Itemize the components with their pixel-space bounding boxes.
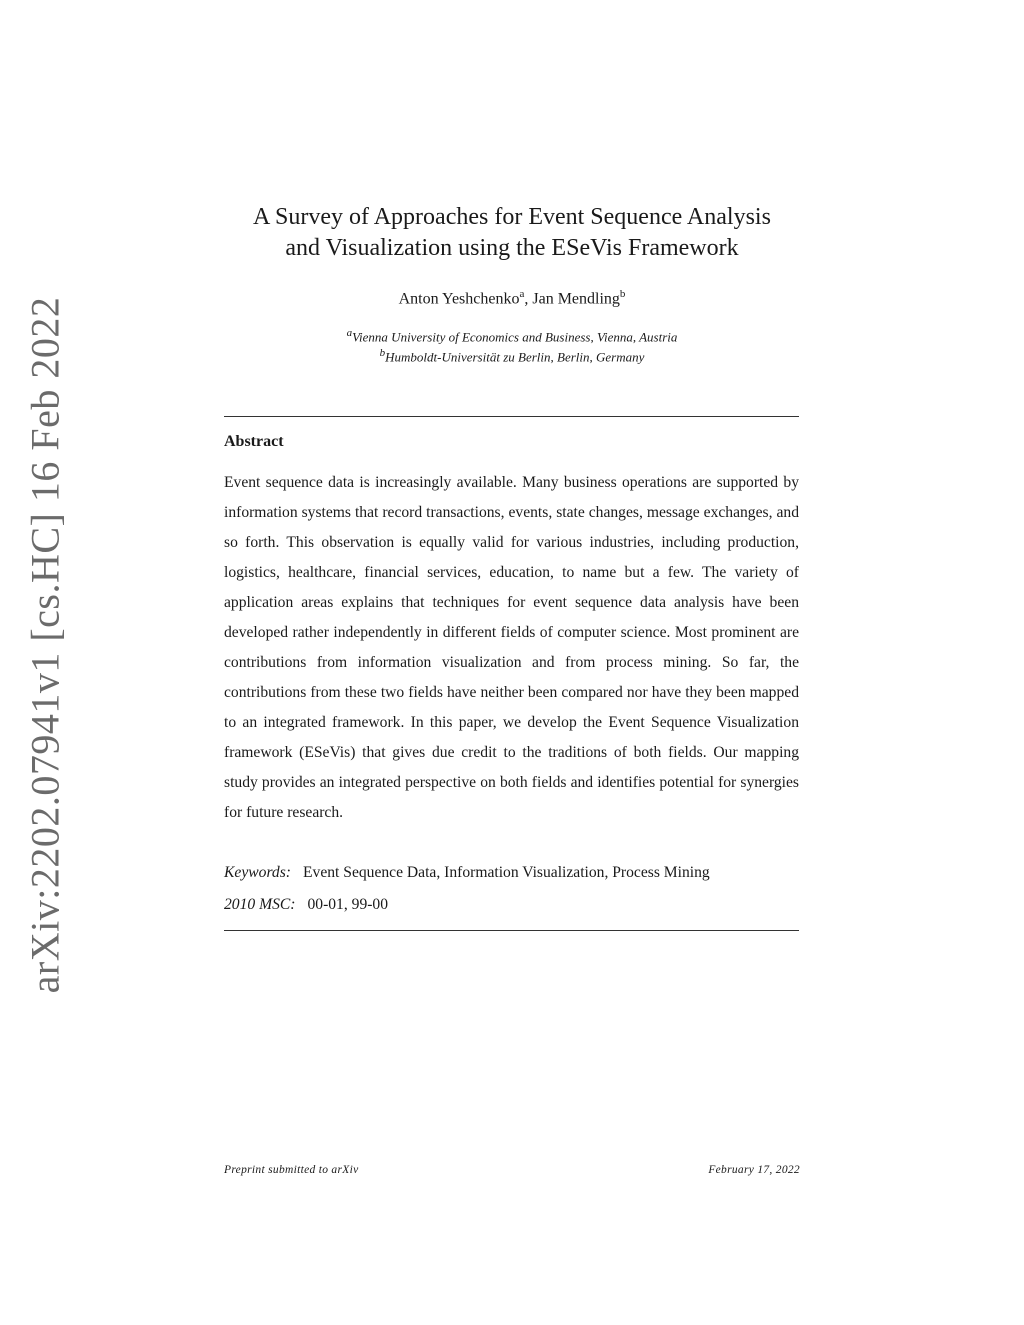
author-mark-2: b [619, 288, 626, 300]
title-line-1: A Survey of Approaches for Event Sequence Analysis [253, 204, 771, 230]
msc-label: 2010 MSC: [224, 896, 296, 913]
affiliation-mark-2: b [379, 347, 386, 360]
affiliation-list [120, 325, 904, 366]
keywords-value: Event Sequence Data, Information Visualization, Process Mining [303, 864, 710, 881]
abstract-bottom-rule [224, 930, 799, 931]
abstract-top-rule [224, 416, 799, 417]
arxiv-side-stamp: arXiv:2202.07941v1 [cs.HC] 16 Feb 2022 [22, 296, 68, 994]
abstract-heading: Abstract [224, 433, 284, 450]
title-line-2: and Visualization using the ESeVis Framework [285, 235, 739, 261]
footer-date: February 17, 2022 [708, 1164, 800, 1176]
abstract-body: Event sequence data is increasingly available. Many business operations are supported by information systems that record transactions, events, state changes, message exchanges, and so forth. This observation is equally valid for various industries, including production, logistics, healthcare, financial services, education, to name but a few. The variety of application areas explains that techniques for event sequence data analysis have been developed rather independently in different fields of computer science. Most prominent are contributions from information visualization and from process mining. So far, the contributions from these two fields have neither been compared nor have they been mapped to an integrated framework. In this paper, we develop the Event Sequence Visualization framework (ESeVis) that gives due credit to the traditions of both fields. Our mapping study provides an integrated perspective on both fields and identifies potential for synergies for future research. [224, 474, 799, 821]
keywords-label: Keywords: [224, 864, 291, 881]
author-list: Anton Yeshchenko$^a$, Jan Mendling$^b$ [398, 288, 626, 308]
msc-value: 00-01, 99-00 [307, 896, 389, 913]
author-name-1: Anton Yeshchenko [398, 290, 520, 308]
paper-title [120, 202, 904, 264]
affiliation-text-2: Humboldt-Universität zu Berlin, Berlin, Germany [385, 349, 645, 365]
keywords-line [224, 864, 710, 882]
affiliation-2 [120, 345, 904, 365]
msc-line [224, 896, 388, 914]
author-mark-1: a [519, 288, 525, 300]
affiliation-mark-1: a [346, 327, 353, 339]
affiliation-text-1: Vienna University of Economics and Business, Vienna, Austria [352, 329, 678, 345]
author-name-2: Jan Mendling [532, 290, 620, 308]
footer-preprint-note: Preprint submitted to arXiv [224, 1164, 359, 1176]
affiliation-1 [120, 325, 904, 345]
